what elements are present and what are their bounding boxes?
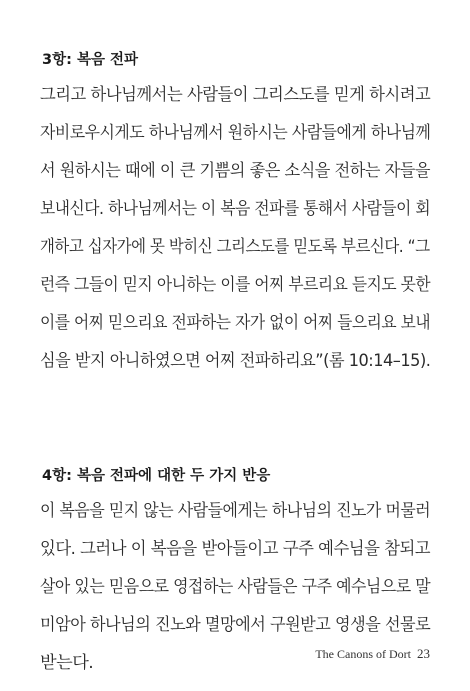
paragraph-line: 살아 있는 믿음으로 영접하는 사람들은 구주 예수님으로 말 [40, 577, 431, 597]
paragraph-line: 자비로우시게도 하나님께서 원하시는 사람들에게 하나님께 [40, 123, 431, 143]
paragraph-line: 보내신다. 하나님께서는 이 복음 전파를 통해서 사람들이 회 [40, 199, 431, 219]
paragraph-line: 이를 어찌 믿으리요 전파하는 자가 없이 어찌 들으리요 보내 [40, 313, 431, 333]
paragraph-line: 개하고 십자가에 못 박히신 그리스도를 믿도록 부르신다. “그 [40, 237, 430, 257]
paragraph-line: 런즉 그들이 믿지 아니하는 이를 어찌 부르리요 듣지도 못한 [40, 275, 431, 295]
paragraph-line: 서 원하시는 때에 이 큰 기쁨의 좋은 소식을 전하는 자들을 [40, 161, 431, 181]
paragraph-line: 이 복음을 믿지 않는 사람들에게는 하나님의 진노가 머물러 [40, 501, 431, 521]
paragraph-line: 있다. 그러나 이 복음을 받아들이고 구주 예수님을 참되고 [40, 539, 431, 559]
paragraph-line: 그리고 하나님께서는 사람들이 그리스도를 믿게 하시려고 [40, 85, 431, 105]
running-footer-title: The Canons of Dort [315, 647, 411, 661]
page-number: 23 [417, 646, 430, 661]
paragraph-line: 받는다. [40, 653, 94, 673]
paragraph-line: 미암아 하나님의 진노와 멸망에서 구원받고 영생을 선물로 [40, 615, 431, 635]
page-footer [315, 646, 430, 662]
section-heading-article-3: 3항: 복음 전파 [42, 52, 139, 68]
section-heading-article-4: 4항: 복음 전파에 대한 두 가지 반응 [42, 468, 271, 484]
paragraph-line: 심을 받지 아니하였으면 어찌 전파하리요”(롬 10:14–15). [40, 351, 431, 371]
